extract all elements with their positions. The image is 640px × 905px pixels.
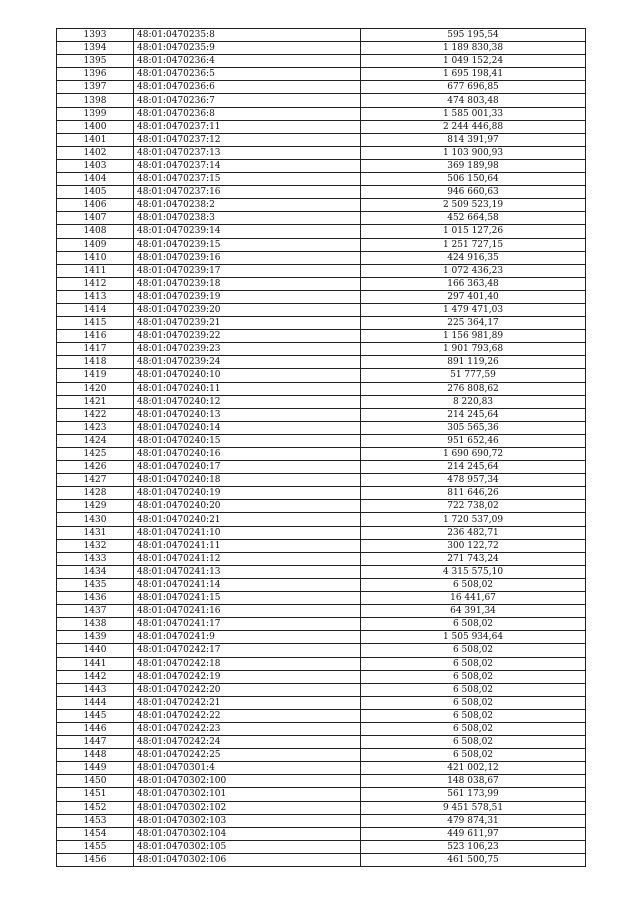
- cadastral-value: 722 738,02: [361, 500, 586, 513]
- cadastral-value: 595 195,54: [361, 29, 586, 42]
- cadastral-number: 48:01:0470237:15: [134, 173, 361, 186]
- table-row: [57, 696, 586, 709]
- row-number: 1441: [57, 657, 134, 670]
- table-row: [57, 683, 586, 696]
- table-row: [57, 500, 586, 513]
- cadastral-value: 1 690 690,72: [361, 448, 586, 461]
- cadastral-number: 48:01:0470242:24: [134, 736, 361, 749]
- cadastral-value: 271 743,24: [361, 552, 586, 565]
- table-row: [57, 631, 586, 644]
- row-number: 1450: [57, 775, 134, 788]
- cadastral-number: 48:01:0470242:17: [134, 644, 361, 657]
- cadastral-value: 1 479 471,03: [361, 303, 586, 316]
- cadastral-value: 6 508,02: [361, 736, 586, 749]
- cadastral-value: 2 244 446,88: [361, 120, 586, 133]
- row-number: 1404: [57, 173, 134, 186]
- cadastral-number: 48:01:0470242:23: [134, 722, 361, 735]
- row-number: 1406: [57, 199, 134, 212]
- row-number: 1397: [57, 81, 134, 94]
- cadastral-value: 6 508,02: [361, 670, 586, 683]
- cadastral-value: 236 482,71: [361, 526, 586, 539]
- row-number: 1423: [57, 421, 134, 434]
- row-number: 1448: [57, 749, 134, 762]
- row-number: 1445: [57, 709, 134, 722]
- cadastral-value: 6 508,02: [361, 644, 586, 657]
- cadastral-number: 48:01:0470302:100: [134, 775, 361, 788]
- table-row: [57, 107, 586, 120]
- cadastral-value: 6 508,02: [361, 722, 586, 735]
- row-number: 1409: [57, 238, 134, 251]
- table-row: [57, 814, 586, 827]
- cadastral-number: 48:01:0470241:13: [134, 565, 361, 578]
- table-row: [57, 277, 586, 290]
- table-row: [57, 592, 586, 605]
- cadastral-value: 461 500,75: [361, 853, 586, 866]
- row-number: 1443: [57, 683, 134, 696]
- row-number: 1414: [57, 303, 134, 316]
- row-number: 1451: [57, 788, 134, 801]
- table-row: [57, 618, 586, 631]
- cadastral-number: 48:01:0470236:6: [134, 81, 361, 94]
- cadastral-value: 1 695 198,41: [361, 68, 586, 81]
- cadastral-value: 1 049 152,24: [361, 55, 586, 68]
- row-number: 1408: [57, 225, 134, 238]
- cadastral-number: 48:01:0470242:21: [134, 696, 361, 709]
- row-number: 1412: [57, 277, 134, 290]
- row-number: 1436: [57, 592, 134, 605]
- row-number: 1410: [57, 251, 134, 264]
- table-row: [57, 133, 586, 146]
- cadastral-number: 48:01:0470236:4: [134, 55, 361, 68]
- cadastral-number: 48:01:0470240:20: [134, 500, 361, 513]
- table-row: [57, 722, 586, 735]
- cadastral-value: 148 038,67: [361, 775, 586, 788]
- cadastral-number: 48:01:0470241:17: [134, 618, 361, 631]
- cadastral-number: 48:01:0470239:19: [134, 290, 361, 303]
- table-row: [57, 513, 586, 526]
- cadastral-value: 300 122,72: [361, 539, 586, 552]
- row-number: 1442: [57, 670, 134, 683]
- cadastral-value: 2 509 523,19: [361, 199, 586, 212]
- cadastral-number: 48:01:0470237:16: [134, 186, 361, 199]
- cadastral-number: 48:01:0470237:13: [134, 146, 361, 159]
- cadastral-number: 48:01:0470240:10: [134, 369, 361, 382]
- row-number: 1421: [57, 395, 134, 408]
- cadastral-value: 214 245,64: [361, 408, 586, 421]
- row-number: 1396: [57, 68, 134, 81]
- cadastral-number: 48:01:0470241:11: [134, 539, 361, 552]
- table-row: [57, 565, 586, 578]
- cadastral-number: 48:01:0470302:101: [134, 788, 361, 801]
- cadastral-value: 479 874,31: [361, 814, 586, 827]
- table-row: [57, 42, 586, 55]
- row-number: 1447: [57, 736, 134, 749]
- row-number: 1400: [57, 120, 134, 133]
- cadastral-number: 48:01:0470242:25: [134, 749, 361, 762]
- row-number: 1425: [57, 448, 134, 461]
- cadastral-number: 48:01:0470240:12: [134, 395, 361, 408]
- cadastral-value: 225 364,17: [361, 317, 586, 330]
- table-row: [57, 356, 586, 369]
- table-body: [57, 29, 586, 867]
- row-number: 1411: [57, 264, 134, 277]
- row-number: 1419: [57, 369, 134, 382]
- row-number: 1394: [57, 42, 134, 55]
- cadastral-value: 166 363,48: [361, 277, 586, 290]
- cadastral-value: 1 156 981,89: [361, 330, 586, 343]
- cadastral-number: 48:01:0470302:106: [134, 853, 361, 866]
- cadastral-number: 48:01:0470239:21: [134, 317, 361, 330]
- row-number: 1413: [57, 290, 134, 303]
- cadastral-number: 48:01:0470241:9: [134, 631, 361, 644]
- cadastral-number: 48:01:0470235:8: [134, 29, 361, 42]
- table-row: [57, 159, 586, 172]
- table-row: [57, 303, 586, 316]
- cadastral-number: 48:01:0470241:16: [134, 605, 361, 618]
- cadastral-value: 1 720 537,09: [361, 513, 586, 526]
- cadastral-value: 297 401,40: [361, 290, 586, 303]
- table-row: [57, 264, 586, 277]
- table-row: [57, 421, 586, 434]
- cadastral-number: 48:01:0470241:12: [134, 552, 361, 565]
- row-number: 1417: [57, 343, 134, 356]
- row-number: 1418: [57, 356, 134, 369]
- row-number: 1437: [57, 605, 134, 618]
- row-number: 1424: [57, 434, 134, 447]
- row-number: 1444: [57, 696, 134, 709]
- row-number: 1415: [57, 317, 134, 330]
- cadastral-value: 1 103 900,93: [361, 146, 586, 159]
- table-row: [57, 526, 586, 539]
- cadastral-value: 305 565,36: [361, 421, 586, 434]
- cadastral-value: 6 508,02: [361, 683, 586, 696]
- table-row: [57, 827, 586, 840]
- cadastral-value: 452 664,58: [361, 212, 586, 225]
- cadastral-number: 48:01:0470238:2: [134, 199, 361, 212]
- row-number: 1452: [57, 801, 134, 814]
- cadastral-number: 48:01:0470241:14: [134, 578, 361, 591]
- cadastral-value: 1 901 793,68: [361, 343, 586, 356]
- cadastral-value: 369 189,98: [361, 159, 586, 172]
- row-number: 1422: [57, 408, 134, 421]
- cadastral-number: 48:01:0470302:103: [134, 814, 361, 827]
- table-row: [57, 448, 586, 461]
- table-row: [57, 343, 586, 356]
- table-row: [57, 369, 586, 382]
- cadastral-number: 48:01:0470237:14: [134, 159, 361, 172]
- cadastral-number: 48:01:0470239:16: [134, 251, 361, 264]
- table-row: [57, 487, 586, 500]
- cadastral-value: 9 451 578,51: [361, 801, 586, 814]
- cadastral-number: 48:01:0470239:18: [134, 277, 361, 290]
- cadastral-number: 48:01:0470240:17: [134, 461, 361, 474]
- table-row: [57, 853, 586, 866]
- cadastral-number: 48:01:0470239:15: [134, 238, 361, 251]
- cadastral-value: 6 508,02: [361, 657, 586, 670]
- table-row: [57, 395, 586, 408]
- row-number: 1393: [57, 29, 134, 42]
- table-row: [57, 644, 586, 657]
- table-row: [57, 775, 586, 788]
- cadastral-number: 48:01:0470239:22: [134, 330, 361, 343]
- table-row: [57, 578, 586, 591]
- row-number: 1399: [57, 107, 134, 120]
- table-row: [57, 146, 586, 159]
- row-number: 1398: [57, 94, 134, 107]
- row-number: 1435: [57, 578, 134, 591]
- table-row: [57, 788, 586, 801]
- cadastral-value: 64 391,34: [361, 605, 586, 618]
- cadastral-number: 48:01:0470241:10: [134, 526, 361, 539]
- table-row: [57, 801, 586, 814]
- table-row: [57, 840, 586, 853]
- table-row: [57, 762, 586, 775]
- cadastral-value: 891 119,26: [361, 356, 586, 369]
- cadastral-number: 48:01:0470240:16: [134, 448, 361, 461]
- cadastral-value: 561 173,99: [361, 788, 586, 801]
- cadastral-value: 506 150,64: [361, 173, 586, 186]
- table-row: [57, 552, 586, 565]
- row-number: 1455: [57, 840, 134, 853]
- table-row: [57, 434, 586, 447]
- table-row: [57, 68, 586, 81]
- table-row: [57, 173, 586, 186]
- cadastral-value: 1 585 001,33: [361, 107, 586, 120]
- cadastral-value: 946 660,63: [361, 186, 586, 199]
- cadastral-value: 1 015 127,26: [361, 225, 586, 238]
- cadastral-value-table: [56, 28, 586, 867]
- table-row: [57, 120, 586, 133]
- table-row: [57, 408, 586, 421]
- table-row: [57, 290, 586, 303]
- table-row: [57, 238, 586, 251]
- cadastral-number: 48:01:0470302:105: [134, 840, 361, 853]
- cadastral-value: 6 508,02: [361, 578, 586, 591]
- row-number: 1395: [57, 55, 134, 68]
- row-number: 1427: [57, 474, 134, 487]
- cadastral-number: 48:01:0470242:22: [134, 709, 361, 722]
- cadastral-value: 6 508,02: [361, 618, 586, 631]
- cadastral-number: 48:01:0470240:14: [134, 421, 361, 434]
- cadastral-number: 48:01:0470236:7: [134, 94, 361, 107]
- table-row: [57, 709, 586, 722]
- cadastral-value: 424 916,35: [361, 251, 586, 264]
- cadastral-number: 48:01:0470240:21: [134, 513, 361, 526]
- cadastral-value: 523 106,23: [361, 840, 586, 853]
- cadastral-value: 1 189 830,38: [361, 42, 586, 55]
- row-number: 1431: [57, 526, 134, 539]
- cadastral-value: 16 441,67: [361, 592, 586, 605]
- table-row: [57, 657, 586, 670]
- cadastral-number: 48:01:0470237:12: [134, 133, 361, 146]
- cadastral-number: 48:01:0470242:19: [134, 670, 361, 683]
- row-number: 1430: [57, 513, 134, 526]
- row-number: 1420: [57, 382, 134, 395]
- row-number: 1426: [57, 461, 134, 474]
- cadastral-number: 48:01:0470242:18: [134, 657, 361, 670]
- cadastral-value: 4 315 575,10: [361, 565, 586, 578]
- cadastral-value: 951 652,46: [361, 434, 586, 447]
- row-number: 1401: [57, 133, 134, 146]
- table-row: [57, 736, 586, 749]
- cadastral-number: 48:01:0470239:24: [134, 356, 361, 369]
- cadastral-number: 48:01:0470301:4: [134, 762, 361, 775]
- cadastral-value: 421 002,12: [361, 762, 586, 775]
- cadastral-value: 677 696,85: [361, 81, 586, 94]
- row-number: 1405: [57, 186, 134, 199]
- cadastral-value: 449 611,97: [361, 827, 586, 840]
- row-number: 1428: [57, 487, 134, 500]
- cadastral-number: 48:01:0470239:17: [134, 264, 361, 277]
- row-number: 1449: [57, 762, 134, 775]
- cadastral-number: 48:01:0470242:20: [134, 683, 361, 696]
- cadastral-number: 48:01:0470238:3: [134, 212, 361, 225]
- row-number: 1446: [57, 722, 134, 735]
- table-row: [57, 382, 586, 395]
- row-number: 1433: [57, 552, 134, 565]
- cadastral-value: 276 808,62: [361, 382, 586, 395]
- cadastral-number: 48:01:0470302:102: [134, 801, 361, 814]
- table-row: [57, 251, 586, 264]
- cadastral-value: 6 508,02: [361, 696, 586, 709]
- cadastral-number: 48:01:0470239:20: [134, 303, 361, 316]
- row-number: 1454: [57, 827, 134, 840]
- cadastral-number: 48:01:0470237:11: [134, 120, 361, 133]
- cadastral-value: 811 646,26: [361, 487, 586, 500]
- cadastral-value: 1 251 727,15: [361, 238, 586, 251]
- cadastral-number: 48:01:0470240:11: [134, 382, 361, 395]
- table-row: [57, 225, 586, 238]
- table-row: [57, 605, 586, 618]
- table-row: [57, 81, 586, 94]
- cadastral-value: 1 505 934,64: [361, 631, 586, 644]
- table-row: [57, 317, 586, 330]
- cadastral-number: 48:01:0470241:15: [134, 592, 361, 605]
- cadastral-number: 48:01:0470240:19: [134, 487, 361, 500]
- table-row: [57, 461, 586, 474]
- table-row: [57, 749, 586, 762]
- cadastral-number: 48:01:0470240:18: [134, 474, 361, 487]
- table-row: [57, 330, 586, 343]
- row-number: 1432: [57, 539, 134, 552]
- cadastral-number: 48:01:0470302:104: [134, 827, 361, 840]
- cadastral-number: 48:01:0470240:13: [134, 408, 361, 421]
- cadastral-number: 48:01:0470235:9: [134, 42, 361, 55]
- table-row: [57, 29, 586, 42]
- row-number: 1456: [57, 853, 134, 866]
- table-row: [57, 55, 586, 68]
- row-number: 1434: [57, 565, 134, 578]
- table-row: [57, 474, 586, 487]
- row-number: 1440: [57, 644, 134, 657]
- row-number: 1438: [57, 618, 134, 631]
- cadastral-number: 48:01:0470240:15: [134, 434, 361, 447]
- table-row: [57, 670, 586, 683]
- cadastral-value: 1 072 436,23: [361, 264, 586, 277]
- row-number: 1416: [57, 330, 134, 343]
- cadastral-value: 6 508,02: [361, 749, 586, 762]
- cadastral-value: 51 777,59: [361, 369, 586, 382]
- cadastral-value: 8 220,83: [361, 395, 586, 408]
- cadastral-number: 48:01:0470236:5: [134, 68, 361, 81]
- row-number: 1429: [57, 500, 134, 513]
- cadastral-number: 48:01:0470239:23: [134, 343, 361, 356]
- row-number: 1453: [57, 814, 134, 827]
- row-number: 1403: [57, 159, 134, 172]
- table-row: [57, 94, 586, 107]
- cadastral-value: 474 803,48: [361, 94, 586, 107]
- table-row: [57, 186, 586, 199]
- cadastral-number: 48:01:0470236:8: [134, 107, 361, 120]
- row-number: 1407: [57, 212, 134, 225]
- table-row: [57, 199, 586, 212]
- table-row: [57, 212, 586, 225]
- cadastral-value: 6 508,02: [361, 709, 586, 722]
- cadastral-value: 814 391,97: [361, 133, 586, 146]
- row-number: 1402: [57, 146, 134, 159]
- cadastral-value: 214 245,64: [361, 461, 586, 474]
- table-row: [57, 539, 586, 552]
- cadastral-number: 48:01:0470239:14: [134, 225, 361, 238]
- row-number: 1439: [57, 631, 134, 644]
- cadastral-value: 478 957,34: [361, 474, 586, 487]
